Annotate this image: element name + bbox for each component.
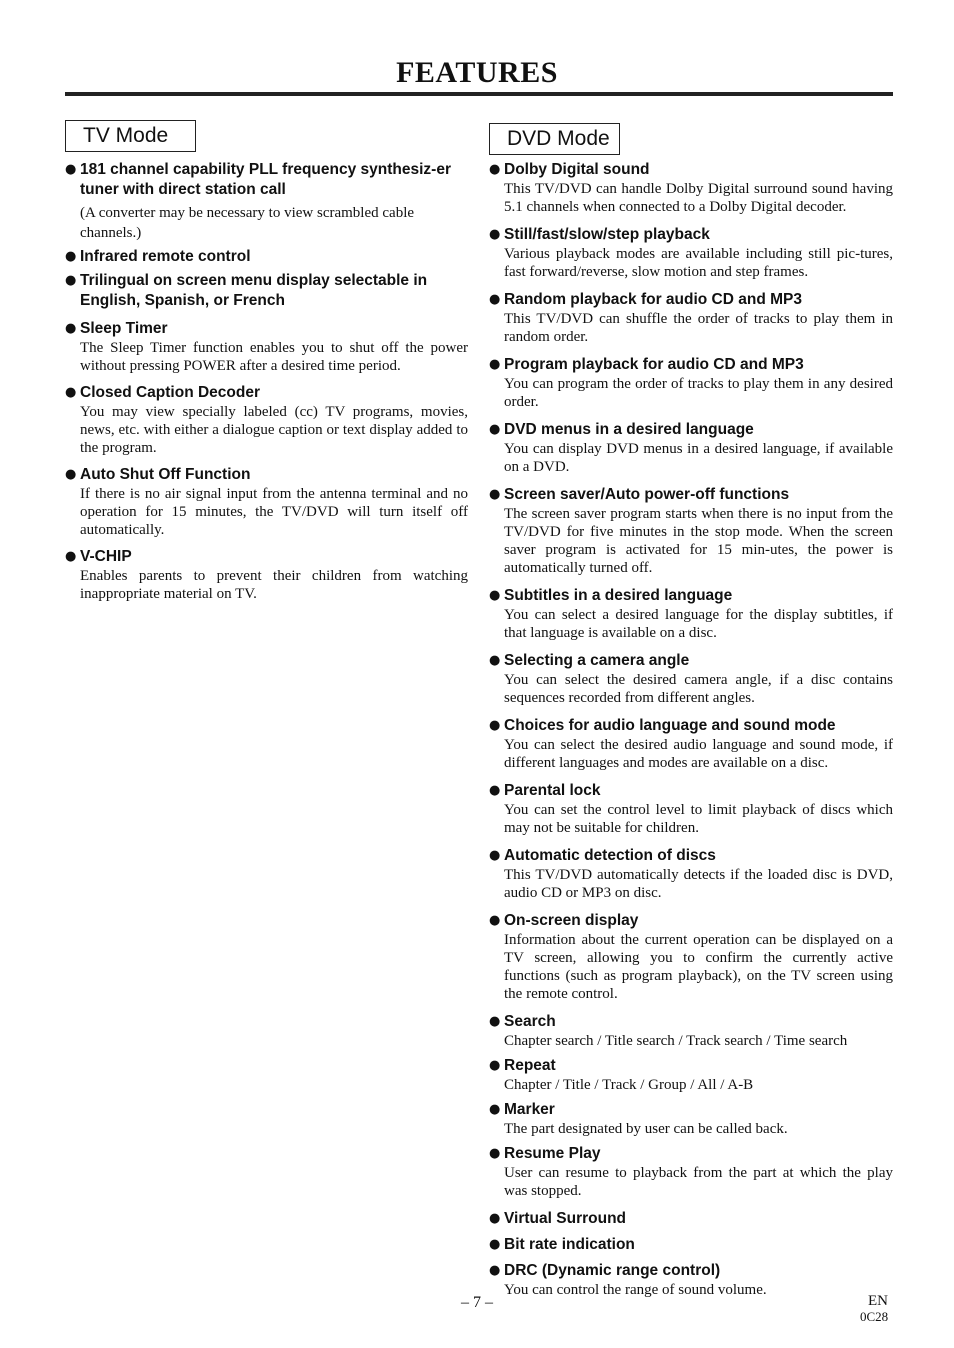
feature-heading: Search [504,1013,556,1030]
feature-item [489,1144,893,1200]
bullet-icon: ● [489,162,501,177]
bullet-icon: ● [65,249,77,264]
feature-item [65,271,468,311]
feature-description: If there is no air signal input from the antenna terminal and no operation for 15 minutes, the TV/DVD will turn itself off automatically. [80,486,468,538]
bullet-icon: ● [489,487,501,502]
bullet-icon: ● [489,653,501,668]
bullet-icon: ● [489,1263,501,1278]
bullet-icon: ● [489,848,501,863]
feature-heading: Closed Caption Decoder [80,384,260,401]
document-code: 0C28 [860,1309,889,1324]
bullet-icon: ● [65,321,77,336]
bullet-icon: ● [65,549,77,564]
page-title: FEATURES [396,56,558,89]
feature-heading: Virtual Surround [504,1210,627,1227]
feature-heading: Still/fast/slow/step playback [504,226,710,243]
bullet-icon: ● [489,357,501,372]
feature-heading: Automatic detection of discs [504,847,716,864]
bullet-icon: ● [65,162,77,177]
feature-item [489,225,893,281]
language-code: EN [868,1293,888,1309]
feature-item [489,586,893,642]
feature-item [65,247,468,267]
feature-item [489,420,893,476]
bullet-icon: ● [489,292,501,307]
feature-description: You can select the desired audio language and sound mode, if different languages and modes are available on a disc. [504,737,893,771]
feature-description: The part designated by user can be called back. [504,1121,788,1137]
feature-heading: Dolby Digital sound [504,161,650,178]
bullet-icon: ● [489,913,501,928]
bullet-icon: ● [489,1211,501,1226]
bullet-icon: ● [489,783,501,798]
dvd-mode-features [489,160,893,1308]
bullet-icon: ● [489,1102,501,1117]
bullet-icon: ● [489,1058,501,1073]
feature-item [489,846,893,902]
feature-description: Chapter / Title / Track / Group / All / A-B [504,1077,754,1093]
feature-item [489,485,893,577]
feature-heading: Resume Play [504,1145,601,1162]
feature-note: (A converter may be necessary to view scrambled cable channels.) [80,205,415,241]
feature-item [489,290,893,346]
feature-item [489,355,893,411]
bullet-icon: ● [489,718,501,733]
feature-item [489,716,893,772]
feature-item [65,465,468,539]
feature-heading: Repeat [504,1057,556,1074]
feature-heading: Choices for audio language and sound mode [504,717,836,734]
feature-heading: Parental lock [504,782,601,799]
feature-description: You can set the control level to limit playback of discs which may not be suitable for children. [504,802,893,836]
feature-heading: 181 channel capability PLL frequency synthesiz-er tuner with direct station call [80,161,451,198]
feature-heading: V-CHIP [80,548,132,565]
feature-heading: Auto Shut Off Function [80,466,251,483]
feature-heading: Subtitles in a desired language [504,587,733,604]
bullet-icon: ● [489,422,501,437]
feature-item [489,160,893,216]
feature-heading: Selecting a camera angle [504,652,690,669]
dvd-mode-heading: DVD Mode [489,123,620,155]
bullet-icon: ● [489,227,501,242]
title-rule [65,92,893,96]
feature-heading: Random playback for audio CD and MP3 [504,291,802,308]
bullet-icon: ● [65,385,77,400]
feature-heading: Screen saver/Auto power-off functions [504,486,790,503]
feature-heading: On-screen display [504,912,639,929]
feature-item [489,1235,893,1255]
feature-description: You can control the range of sound volume. [504,1282,767,1298]
feature-item [65,160,468,243]
feature-item [489,1012,893,1050]
feature-description: Enables parents to prevent their children from watching inappropriate material on TV. [80,568,468,602]
feature-item [65,383,468,457]
feature-heading: Marker [504,1101,555,1118]
feature-description: You can program the order of tracks to play them in any desired order. [504,376,893,410]
feature-description: You can select a desired language for the display subtitles, if that language is available on a disc. [504,607,893,641]
feature-heading: DRC (Dynamic range control) [504,1262,721,1279]
feature-heading: Program playback for audio CD and MP3 [504,356,804,373]
feature-description: You can display DVD menus in a desired language, if available on a DVD. [504,441,893,475]
feature-item [489,651,893,707]
feature-description: This TV/DVD can shuffle the order of tracks to play them in random order. [504,311,893,345]
feature-item [489,1209,893,1229]
bullet-icon: ● [489,588,501,603]
feature-description: Chapter search / Title search / Track search / Time search [504,1033,848,1049]
bullet-icon: ● [65,467,77,482]
feature-item [489,1056,893,1094]
tv-mode-features [65,160,468,611]
feature-heading: Bit rate indication [504,1236,635,1253]
feature-description: This TV/DVD automatically detects if the loaded disc is DVD, audio CD or MP3 on disc. [504,867,893,901]
feature-item [489,911,893,1003]
feature-description: You may view specially labeled (cc) TV programs, movies, news, etc. with either a dialogue caption or text display added to the program. [80,404,468,456]
feature-heading: Sleep Timer [80,320,168,337]
feature-item [65,547,468,603]
bullet-icon: ● [489,1014,501,1029]
feature-description: Various playback modes are available including still pic-tures, fast forward/reverse, slow motion and step frames. [504,246,893,280]
feature-description: Information about the current operation can be displayed on a TV screen, allowing you to confirm the currently active functions (such as program playback), on the TV screen using the remote control. [504,932,893,1002]
feature-description: User can resume to playback from the part at which the play was stopped. [504,1165,893,1199]
feature-description: The Sleep Timer function enables you to shut off the power without pressing POWER after a desired time period. [80,340,468,374]
bullet-icon: ● [489,1146,501,1161]
bullet-icon: ● [65,273,77,288]
feature-heading: Infrared remote control [80,248,251,265]
feature-heading: Trilingual on screen menu display selectable in English, Spanish, or French [80,272,428,309]
bullet-icon: ● [489,1237,501,1252]
page-number: – 7 – [461,1294,493,1311]
tv-mode-heading: TV Mode [65,120,196,152]
feature-item [489,781,893,837]
feature-heading: DVD menus in a desired language [504,421,754,438]
feature-item [489,1100,893,1138]
feature-item [65,319,468,375]
feature-description: This TV/DVD can handle Dolby Digital surround sound having 5.1 channels when connected to a Dolby Digital decoder. [504,181,893,215]
feature-description: The screen saver program starts when there is no input from the TV/DVD for five minutes in the stop mode. When the screen saver program is activated for 15 min-utes, the power is automatically turned off. [504,506,893,576]
feature-description: You can select the desired camera angle, if a disc contains sequences recorded from different angles. [504,672,893,706]
